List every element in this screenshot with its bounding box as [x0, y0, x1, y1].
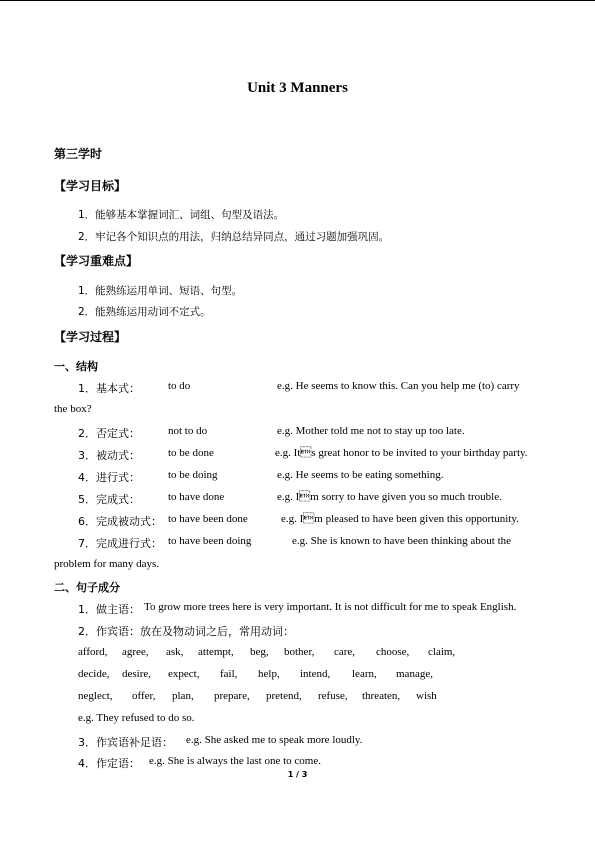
- attribute-text: e.g. She is always the last one to come.: [149, 755, 321, 767]
- structure-example-7: e.g. She is known to have been thinking about the: [292, 535, 512, 547]
- verb-word: expect,: [168, 668, 200, 680]
- structure-form-1: to do: [168, 380, 191, 392]
- verb-word: attempt,: [198, 646, 234, 658]
- verb-word: ask,: [166, 646, 184, 658]
- attribute-label: 4．作定语：: [78, 757, 140, 770]
- structure-example-3: e.g. Its great honor to be invited to your birthday party.: [275, 447, 528, 459]
- subject-text: To grow more trees here is very important. It is not difficult for me to speak English.: [144, 601, 517, 613]
- object-example: e.g. They refused to do so.: [78, 712, 195, 724]
- verb-word: offer,: [132, 690, 156, 702]
- verb-word: bother,: [284, 646, 315, 658]
- verb-word: refuse,: [318, 690, 348, 702]
- structure-label-5: 5．完成式：: [78, 493, 140, 506]
- verb-word: fail,: [220, 668, 238, 680]
- verb-word: prepare,: [214, 690, 250, 702]
- structure-label-7: 7．完成进行式：: [78, 537, 162, 550]
- verb-word: desire,: [122, 668, 152, 680]
- verb-word: intend,: [300, 668, 331, 680]
- structure-example-2: e.g. Mother told me not to stay up too late.: [277, 425, 465, 437]
- verb-word: manage,: [396, 668, 433, 680]
- structure-continuation-7: problem for many days.: [54, 558, 160, 570]
- verb-list-row-3: [78, 690, 437, 702]
- process-heading: 【学习过程】: [54, 330, 127, 344]
- verb-word: pretend,: [266, 690, 302, 702]
- structure-label-2: 2．否定式：: [78, 427, 140, 440]
- lesson-heading: 第三学时: [54, 147, 103, 161]
- verb-list-row-2: [78, 668, 433, 680]
- structure-continuation-1: the box?: [54, 403, 92, 415]
- structure-form-4: to be doing: [168, 469, 218, 481]
- complement-text: e.g. She asked me to speak more loudly.: [186, 734, 363, 746]
- verb-word: beg,: [250, 646, 269, 658]
- verb-word: neglect,: [78, 690, 113, 702]
- structure-example-6: e.g. Im pleased to have been given this opportunity.: [281, 513, 519, 525]
- structure-form-3: to be done: [168, 447, 214, 459]
- page-title: Unit 3 Manners: [247, 80, 348, 96]
- goal-item-1: 1．能够基本掌握词汇、词组、句型及语法。: [78, 209, 285, 221]
- structure-example-1: e.g. He seems to know this. Can you help me (to) carry: [277, 380, 520, 392]
- verb-word: threaten,: [362, 690, 401, 702]
- verb-word: choose,: [376, 646, 410, 658]
- subject-label: 1．做主语：: [78, 603, 140, 616]
- structure-heading: 一、结构: [54, 360, 98, 373]
- structure-form-2: not to do: [168, 425, 208, 437]
- goals-heading: 【学习目标】: [54, 179, 127, 193]
- structure-label-4: 4．进行式：: [78, 471, 140, 484]
- structure-label-1: 1．基本式：: [78, 382, 140, 395]
- structure-form-7: to have been doing: [168, 535, 252, 547]
- top-rule: [0, 0, 595, 1]
- structure-label-3: 3．被动式：: [78, 449, 140, 462]
- verb-list-row-1: [78, 646, 455, 658]
- keypoint-item-2: 2．能熟练运用动词不定式。: [78, 306, 211, 318]
- verb-word: claim,: [428, 646, 456, 658]
- complement-label: 3．作宾语补足语：: [78, 736, 173, 749]
- verb-word: care,: [334, 646, 356, 658]
- page-number: 1 / 3: [287, 770, 308, 779]
- structure-form-5: to have done: [168, 491, 225, 503]
- verb-word: plan,: [172, 690, 194, 702]
- components-heading: 二、句子成分: [54, 581, 120, 594]
- structure-form-6: to have been done: [168, 513, 248, 525]
- structure-example-5: e.g. Im sorry to have given you so much trouble.: [277, 491, 502, 503]
- object-label: 2．作宾语：放在及物动词之后，常用动词：: [78, 625, 294, 638]
- verb-word: agree,: [122, 646, 149, 658]
- verb-word: decide,: [78, 668, 110, 680]
- verb-word: help,: [258, 668, 280, 680]
- goal-item-2: 2．牢记各个知识点的用法，归纳总结异同点，通过习题加强巩固。: [78, 231, 390, 243]
- keypoint-item-1: 1．能熟练运用单词、短语、句型。: [78, 285, 243, 297]
- structure-example-4: e.g. He seems to be eating something.: [277, 469, 444, 481]
- keypoints-heading: 【学习重难点】: [54, 254, 139, 268]
- structure-label-6: 6．完成被动式：: [78, 515, 162, 528]
- verb-word: learn,: [352, 668, 377, 680]
- verb-word: wish: [416, 690, 437, 702]
- verb-word: afford,: [78, 646, 108, 658]
